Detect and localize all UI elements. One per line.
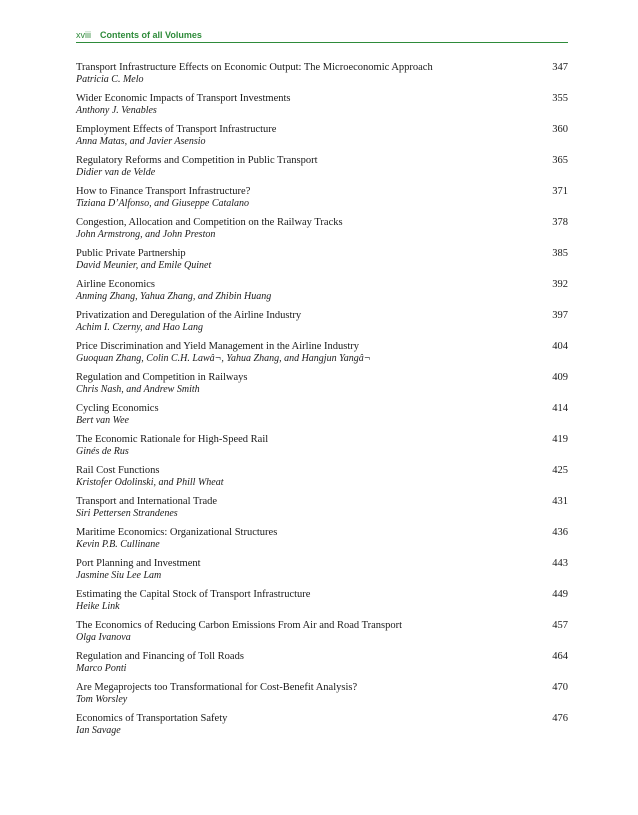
- contents-entry: [76, 588, 568, 619]
- chapter-authors: Bert van Wee: [76, 415, 129, 426]
- chapter-title: Congestion, Allocation and Competition on the Railway Tracks: [76, 217, 343, 228]
- chapter-authors: Anna Matas, and Javier Asensio: [76, 136, 206, 147]
- chapter-page-number: 464: [552, 651, 568, 662]
- chapter-title: Transport Infrastructure Effects on Economic Output: The Microeconomic Approach: [76, 62, 433, 73]
- chapter-authors: John Armstrong, and John Preston: [76, 229, 216, 240]
- chapter-authors: Heike Link: [76, 601, 120, 612]
- chapter-authors: Achim I. Czerny, and Hao Lang: [76, 322, 203, 333]
- contents-entry: [76, 185, 568, 216]
- chapter-title: Rail Cost Functions: [76, 465, 160, 476]
- contents-entry: [76, 340, 568, 371]
- contents-entry: [76, 371, 568, 402]
- contents-entry: [76, 712, 568, 743]
- chapter-authors: Anming Zhang, Yahua Zhang, and Zhibin Huang: [76, 291, 272, 302]
- chapter-page-number: 436: [552, 527, 568, 538]
- contents-entry: [76, 309, 568, 340]
- contents-entry: [76, 650, 568, 681]
- chapter-title: Transport and International Trade: [76, 496, 218, 507]
- contents-entry: [76, 681, 568, 712]
- chapter-title: Price Discrimination and Yield Management in the Airline Industry: [76, 341, 360, 352]
- chapter-page-number: 414: [552, 403, 568, 414]
- contents-entry: [76, 433, 568, 464]
- chapter-page-number: 419: [552, 434, 568, 445]
- chapter-authors: Didier van de Velde: [76, 167, 156, 178]
- chapter-page-number: 431: [552, 496, 568, 507]
- contents-entry: [76, 495, 568, 526]
- chapter-title: Port Planning and Investment: [76, 558, 201, 569]
- chapter-page-number: 409: [552, 372, 568, 383]
- chapter-title: Cycling Economics: [76, 403, 159, 414]
- contents-entry: [76, 278, 568, 309]
- chapter-authors: Patricia C. Melo: [76, 74, 144, 85]
- chapter-page-number: 470: [552, 682, 568, 693]
- chapter-title: How to Finance Transport Infrastructure?: [76, 186, 251, 197]
- running-title: Contents of all Volumes: [100, 30, 202, 40]
- running-header: [76, 30, 568, 43]
- chapter-page-number: 397: [552, 310, 568, 321]
- chapter-page-number: 385: [552, 248, 568, 259]
- chapter-page-number: 355: [552, 93, 568, 104]
- contents-entry: [76, 526, 568, 557]
- chapter-authors: Guoquan Zhang, Colin C.H. Lawâ¬, Yahua Zhang, and Hangjun Yangâ¬: [76, 353, 371, 364]
- chapter-title: Employment Effects of Transport Infrastructure: [76, 124, 277, 135]
- chapter-title: Regulatory Reforms and Competition in Public Transport: [76, 155, 318, 166]
- chapter-title: Wider Economic Impacts of Transport Investments: [76, 93, 291, 104]
- chapter-page-number: 392: [552, 279, 568, 290]
- chapter-title: The Economics of Reducing Carbon Emissions From Air and Road Transport: [76, 620, 403, 631]
- chapter-authors: Ian Savage: [76, 725, 121, 736]
- chapter-authors: David Meunier, and Emile Quinet: [76, 260, 212, 271]
- chapter-title: Estimating the Capital Stock of Transport Infrastructure: [76, 589, 311, 600]
- chapter-page-number: 371: [552, 186, 568, 197]
- contents-entry: [76, 61, 568, 92]
- chapter-authors: Olga Ivanova: [76, 632, 131, 643]
- chapter-page-number: 347: [552, 62, 568, 73]
- contents-entry: [76, 619, 568, 650]
- chapter-authors: Kevin P.B. Cullinane: [76, 539, 160, 550]
- chapter-authors: Tiziana D’Alfonso, and Giuseppe Catalano: [76, 198, 250, 209]
- chapter-authors: Kristofer Odolinski, and Phill Wheat: [76, 477, 224, 488]
- contents-entry: [76, 123, 568, 154]
- chapter-authors: Tom Worsley: [76, 694, 128, 705]
- contents-entry: [76, 216, 568, 247]
- chapter-authors: Ginés de Rus: [76, 446, 129, 457]
- chapter-authors: Marco Ponti: [76, 663, 127, 674]
- contents-entry: [76, 464, 568, 495]
- chapter-page-number: 457: [552, 620, 568, 631]
- chapter-page-number: 449: [552, 589, 568, 600]
- chapter-title: Regulation and Competition in Railways: [76, 372, 248, 383]
- contents-entry: [76, 557, 568, 588]
- chapter-page-number: 360: [552, 124, 568, 135]
- chapter-page-number: 378: [552, 217, 568, 228]
- chapter-title: Regulation and Financing of Toll Roads: [76, 651, 244, 662]
- contents-list: [76, 61, 568, 743]
- chapter-page-number: 404: [552, 341, 568, 352]
- chapter-title: Privatization and Deregulation of the Airline Industry: [76, 310, 302, 321]
- chapter-authors: Siri Pettersen Strandenes: [76, 508, 178, 519]
- page-number: xviii: [76, 30, 91, 40]
- chapter-page-number: 365: [552, 155, 568, 166]
- chapter-title: Economics of Transportation Safety: [76, 713, 228, 724]
- chapter-page-number: 425: [552, 465, 568, 476]
- chapter-authors: Jasmine Siu Lee Lam: [76, 570, 162, 581]
- chapter-page-number: 443: [552, 558, 568, 569]
- chapter-authors: Chris Nash, and Andrew Smith: [76, 384, 200, 395]
- chapter-title: Public Private Partnership: [76, 248, 186, 259]
- contents-entry: [76, 92, 568, 123]
- contents-entry: [76, 247, 568, 278]
- chapter-page-number: 476: [552, 713, 568, 724]
- chapter-title: Are Megaprojects too Transformational for Cost-Benefit Analysis?: [76, 682, 358, 693]
- contents-entry: [76, 402, 568, 433]
- chapter-title: The Economic Rationale for High-Speed Rail: [76, 434, 269, 445]
- chapter-title: Maritime Economics: Organizational Structures: [76, 527, 278, 538]
- contents-entry: [76, 154, 568, 185]
- chapter-authors: Anthony J. Venables: [76, 105, 157, 116]
- chapter-title: Airline Economics: [76, 279, 156, 290]
